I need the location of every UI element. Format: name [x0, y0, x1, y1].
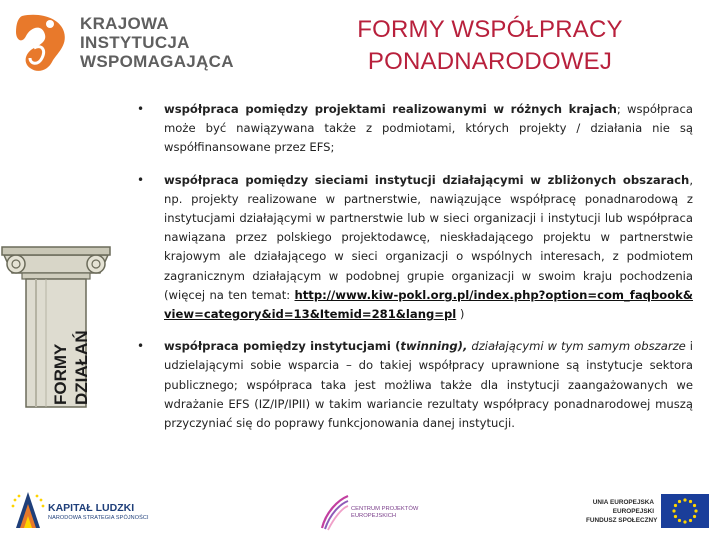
bullet-icon: • [137, 102, 145, 116]
eu-star-icon [694, 509, 697, 512]
cpe-swirl-icon [318, 492, 350, 532]
cpe-logo [318, 492, 428, 532]
bullet-icon: • [137, 339, 145, 354]
page-title: FORMY WSPÓŁPRACY PONADNARODOWEJ [357, 16, 623, 75]
cpe-logo-text: CENTRUM PROJEKTÓW EUROPEJSKICH [351, 506, 419, 519]
eu-star-icon [678, 519, 681, 522]
kiw-logo [12, 10, 242, 78]
eu-flag-icon [661, 494, 709, 528]
kiw-logo-icon [12, 10, 74, 76]
bullet-icon: • [137, 172, 145, 187]
kapital-ludzki-logo: KAPITAŁ LUDZKI NARODOWA STRATEGIA SPÓJNOŚCI [10, 488, 200, 532]
eu-star-icon [678, 500, 681, 503]
eu-star-icon [674, 515, 677, 518]
kiw-logo-text: KRAJOWA INSTYTUCJA WSPOMAGAJĄCA [80, 14, 234, 71]
list-item: • współpraca pomiędzy sieciami instytucji działającymi w zbliżonych obszarach, np. projekty realizowane w partnerstwie, nawiązujące współpracę ponadnarodową z instytucjami działającymi w partnerstwie lub w sieci organizacji i instytucji lub współpraca nawiązana przez polskiego projektodawcę, nieskładającego projektu w partnerstwie krajowym ale działającego w sieci organizacji o wspólnych interesach, z podmiotem zagranicznym działającym w podobnej grupie organizacji w swoim kraju pochodzenia (więcej na ten temat: http://www.kiw-pokl.org.pl/index.php?option=com_faqbook&view=category&id=13&Itemid=281&lang=pl ) [137, 172, 693, 322]
list-item: • współpraca pomiędzy instytucjami (twinning), działającymi w tym samym obszarze i udzielającymi sobie wsparcia – do takiej współpracy uprawnione są instytucje sektora publicznego; współpraca taka jest możliwa także dla instytucji zaangażowanych we wdrażanie EFS (IZ/IP/IPII) w takim wariancie rezultaty współpracy ponadnarodowej muszą przyczyniać się do poprawy funkcjonowania danej instytucji. [137, 339, 693, 431]
list-item: • współpraca pomiędzy projektami realizowanymi w różnych krajach; współpraca może być nawiązywana także z podmiotami, których projekty / działania nie są współfinansowane przez EFS; [137, 102, 693, 155]
eu-star-icon [672, 509, 675, 512]
eu-star-icon [689, 519, 692, 522]
eu-efs-logo [586, 494, 712, 534]
eu-star-icon [693, 504, 696, 507]
eu-logo-text: UNIA EUROPEJSKA EUROPEJSKI FUNDUSZ SPOŁECZNY [586, 499, 658, 524]
bullet-list [137, 100, 693, 446]
eu-star-icon [674, 504, 677, 507]
eu-star-icon [689, 500, 692, 503]
eu-star-icon [693, 515, 696, 518]
faq-link[interactable]: http://www.kiw-pokl.org.pl/index.php?option=com_faqbook&view=category&id=13&Itemid=281&lang=pl [164, 287, 693, 322]
vertical-section-label: FORMY DZIAŁAŃ [51, 330, 91, 405]
kapital-ludzki-icon [10, 488, 46, 532]
eu-star-icon [683, 520, 686, 523]
eu-star-icon [683, 498, 686, 501]
